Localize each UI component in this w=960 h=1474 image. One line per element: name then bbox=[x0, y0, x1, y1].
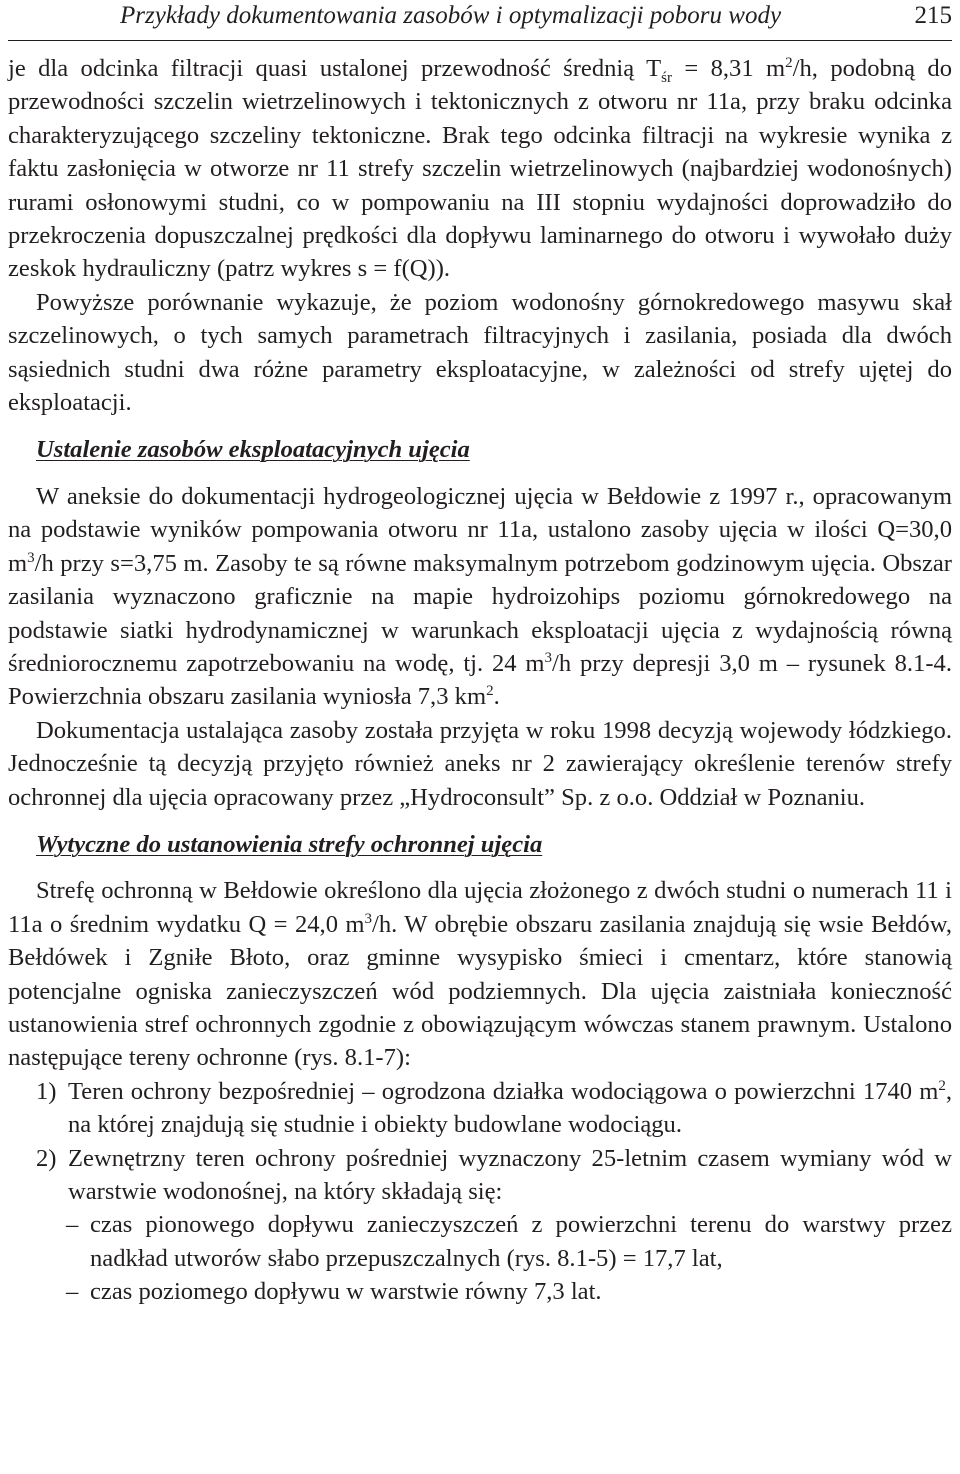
dash-marker: – bbox=[66, 1278, 79, 1306]
list-text: Teren ochrony bezpośredniej – ogrodzona działka wodociągowa o powierzchni 1740 $m^2$, na której znajdują się studnie i obiekty budowlane wodociągu. bbox=[68, 1077, 952, 1139]
dash-item bbox=[66, 1208, 952, 1275]
document-page bbox=[8, 0, 952, 1309]
section-heading: Ustalenie zasobów eksploatacyjnych ujęcia bbox=[36, 436, 470, 464]
paragraph: W aneksie do dokumentacji hydrogeologicznej ujęcia w Bełdowie z 1997 r., opracowanym na podstawie wyników pompowania otworu nr 11a, ustalono zasoby ujęcia w ilości Q=30,0 $m^3/h$ przy s=3,75 m. Zasoby te są równe maksymalnym potrzebom godzinowym ujęcia. Obszar zasilania wyznaczono graficznie na mapie hydroizohips poziomu górnokredowego na podstawie siatki hydrodynamicznej w warunkach eksploatacji ujęcia z wydajnością równą średniorocznemu zapotrzebowaniu na wodę, tj. 24 $m^3/h$ przy depresji 3,0 m – rysunek 8.1-4. Powierzchnia obszaru zasilania wyniosła 7,3 $km^2$. bbox=[8, 482, 952, 711]
paragraph: Strefę ochronną w Bełdowie określono dla ujęcia złożonego z dwóch studni o numerach 11 i 11a o średnim wydatku Q = 24,0 $m^3/h$. W obrębie obszaru zasilania znajdują się wsie Bełdów, Bełdówek i Zgniłe Błoto, oraz gminne wysypisko śmieci i cmentarz, które stanowią potencjalne ogniska zanieczyszczeń wód podziemnych. Dla ujęcia zaistniała konieczność ustanowienia stref ochronnych zgodnie z obowiązującym wówczas stanem prawnym. Ustalono następujące tereny ochronne (rys. 8.1-7): bbox=[8, 877, 952, 1072]
list-number: 1) bbox=[36, 1077, 57, 1105]
list-item bbox=[36, 1075, 952, 1142]
dash-item bbox=[66, 1275, 952, 1308]
running-header bbox=[8, 0, 952, 41]
list-text: Zewnętrzny teren ochrony pośredniej wyznaczony 25-letnim czasem wymiany wód w warstwie wodonośnej, na który składają się: bbox=[68, 1144, 952, 1205]
list-number: 2) bbox=[36, 1144, 57, 1172]
list-item bbox=[36, 1142, 952, 1209]
dash-text: czas poziomego dopływu w warstwie równy 7,3 lat. bbox=[90, 1278, 602, 1306]
dash-marker: – bbox=[66, 1211, 79, 1239]
running-title: Przykłady dokumentowania zasobów i optymalizacji poboru wody bbox=[120, 2, 782, 29]
section-heading: Wytyczne do ustanowienia strefy ochronnej ujęcia bbox=[36, 830, 543, 858]
paragraph: Dokumentacja ustalająca zasoby została przyjęta w roku 1998 decyzją wojewody łódzkiego. Jednocześnie tą decyzją przyjęto również aneks nr 2 zawierający określenie terenów strefy ochronnej dla ujęcia opracowany przez „Hydroconsult” Sp. z o.o. Oddział w Poznaniu. bbox=[8, 716, 952, 811]
paragraph: je dla odcinka filtracji quasi ustalonej przewodność średnią $T_{śr} = 8,31$ $m^2/h$, podobną do przewodności szczelin wietrzelinowych i tektonicznych z otworu nr 11a, przy braku odcinka charakteryzującego szczeliny tektoniczne. Brak tego odcinka filtracji na wykresie wynika z faktu zasłonięcia w otworze nr 11 strefy szczelin wietrzelinowych (najbardziej wodonośnych) rurami osłonowymi studni, co w pompowaniu na III stopniu wydajności doprowadziło do przekroczenia dopuszczalnej prędkości dla dopływu laminarnego do otworu i wywołało duży zeskok hydrauliczny (patrz wykres s = f(Q)). bbox=[8, 54, 952, 283]
body-text bbox=[8, 52, 952, 1309]
page-number: 215 bbox=[914, 2, 952, 29]
dash-text: czas pionowego dopływu zanieczyszczeń z powierzchni terenu do warstwy przez nadkład utworów słabo przepuszczalnych (rys. 8.1-5) = 17,7 lat, bbox=[90, 1211, 952, 1272]
paragraph: Powyższe porównanie wykazuje, że poziom wodonośny górnokredowego masywu skał szczelinowych, o tych samych parametrach filtracyjnych i zasilania, posiada dla dwóch sąsiednich studni dwa różne parametry eksploatacyjne, w zależności od strefy ujętej do eksploatacji. bbox=[8, 288, 952, 417]
